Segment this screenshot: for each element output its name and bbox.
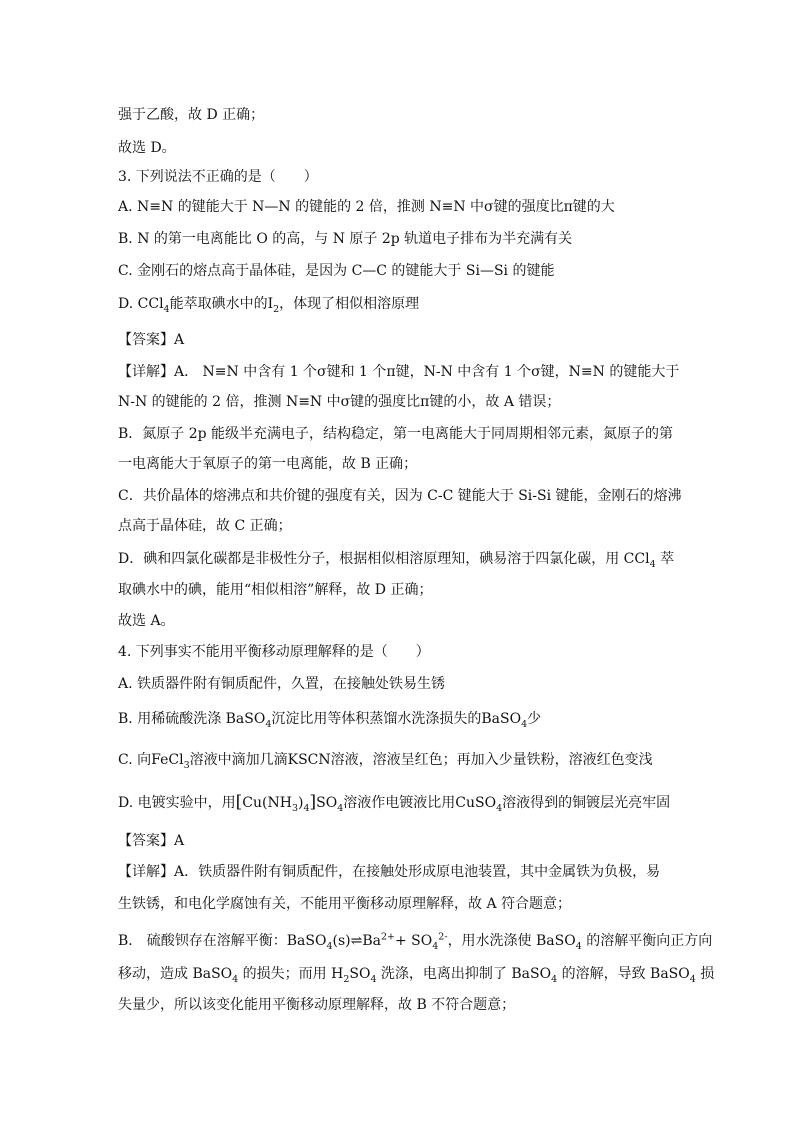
formula-i2: $I_2$ xyxy=(267,296,280,315)
q4-detail-a-line1: 【详解】A．铁质器件附有铜质配件，在接触处形成原电池装置，其中金属铁为负极，易 xyxy=(118,864,661,880)
formula-baso4: BaSO$_4$ xyxy=(225,711,272,730)
q3-detail-b-line1: B．氮原子 2p 能级半充满电子，结构稳定，第一电离能大于同周期相邻元素，氮原子的第 xyxy=(118,426,674,442)
q3-option-d-prefix: D. xyxy=(118,296,138,312)
q3-detail-b-line2: 一电离能大于氧原子的第一电离能，故 B 正确； xyxy=(118,456,418,472)
q3-detail-d-line2: 取碘水中的碘，能用“相似相溶”解释，故 D 正确； xyxy=(118,582,433,598)
q4-detail-b-line2: 移动，造成 BaSO$_4$ 的损失；而用 $H_2SO_4$ 洗涤，电离出抑制了 BaSO$_4$ 的溶解，导致 BaSO$_4$ 损 xyxy=(118,966,715,985)
prev-choose-line: 故选 D。 xyxy=(118,140,176,156)
q3-stem: 3. 下列说法不正确的是（ ） xyxy=(118,169,318,185)
q4-detail-b-line1: B． 硫酸钡存在溶解平衡：$BaSO_4(s)\rightleftharpoons Ba^{2+}+ SO_4^{2-}$，用水洗涤使 BaSO$_4$ 的溶解平衡向正方向 xyxy=(118,931,713,952)
q4-option-d: D. 电镀实验中，用$[Cu(NH_3)_4]SO_4$溶液作电镀液比用CuSO$_4$溶液得到的铜镀层光亮牢固 xyxy=(118,792,671,814)
q3-option-c: C. 金刚石的熔点高于晶体硅，是因为 C—C 的键能大于 Si—Si 的键能 xyxy=(118,263,555,279)
q3-detail-d-line1: D．碘和四氯化碳都是非极性分子，根据相似相溶原理知，碘易溶于四氯化碳，用 CCl$_4$ 萃 xyxy=(118,551,675,570)
formula-fecl3: FeCl$_3$ xyxy=(151,752,190,771)
formula-kscn: KSCN xyxy=(287,752,331,768)
q3-option-a: A. N≡N 的键能大于 N—N 的键能的 2 倍，推测 N≡N 中σ键的强度比π键的大 xyxy=(118,199,615,215)
q3-detail-a-line2: N-N 的键能的 2 倍，推测 N≡N 中σ键的强度比π键的小，故 A 错误； xyxy=(118,394,561,410)
q4-stem: 4. 下列事实不能用平衡移动原理解释的是（ ） xyxy=(118,644,430,660)
q4-detail-b-line3: 失量少，所以该变化能用平衡移动原理解释，故 B 不符合题意； xyxy=(118,997,516,1013)
q4-answer: 【答案】A xyxy=(118,833,185,849)
q3-answer: 【答案】A xyxy=(118,332,185,348)
q3-detail-c-line1: C．共价晶体的熔沸点和共价键的强度有关，因为 C-C 键能大于 Si-Si 键能，金刚石的熔沸 xyxy=(118,488,682,504)
q3-detail-a-line1: 【详解】A． N≡N 中含有 1 个σ键和 1 个π键，N-N 中含有 1 个σ键，N≡N 的键能大于 xyxy=(118,364,680,380)
formula-ccl4: CCl$_4$ xyxy=(137,296,170,315)
q4-option-c: C. 向FeCl$_3$溶液中滴加几滴KSCN溶液，溶液呈红色；再加入少量铁粉，溶液红色变浅 xyxy=(118,752,653,771)
q3-choose: 故选 A。 xyxy=(118,613,175,629)
q4-detail-a-line2: 生铁锈，和电化学腐蚀有关，不能用平衡移动原理解释，故 A 符合题意； xyxy=(118,896,572,912)
prev-conclusion-line: 强于乙酸，故 D 正确； xyxy=(118,107,265,123)
formula-cuso4: CuSO$_4$ xyxy=(455,795,503,814)
q4-option-b: B. 用稀硫酸洗涤 BaSO$_4$沉淀比用等体积蒸馏水洗涤损失的BaSO$_4$少 xyxy=(118,711,542,730)
formula-cu-nh3-4-so4: $[Cu(NH_3)_4]SO_4$ xyxy=(235,792,344,814)
formula-baso4: BaSO$_4$ xyxy=(481,711,528,730)
q3-option-d: D. CCl$_4$能萃取碘水中的$I_2$，体现了相似相溶原理 xyxy=(118,296,420,315)
q3-option-b: B. N 的第一电离能比 O 的高，与 N 原子 2p 轨道电子排布为半充满有关 xyxy=(118,231,573,247)
q4-option-a: A. 铁质器件附有铜质配件，久置，在接触处铁易生锈 xyxy=(118,676,446,692)
q3-detail-c-line2: 点高于晶体硅，故 C 正确； xyxy=(118,518,292,534)
